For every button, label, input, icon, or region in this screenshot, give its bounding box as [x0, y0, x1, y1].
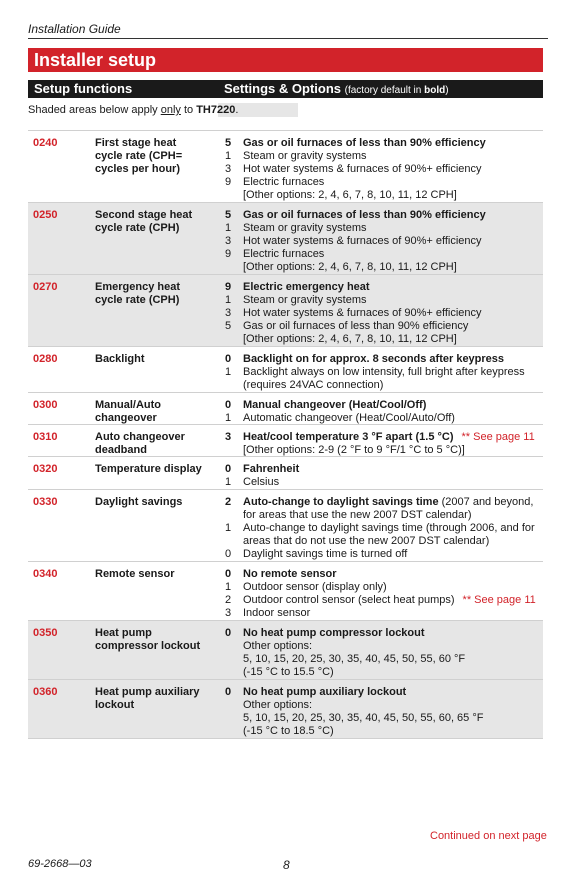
option-number: 2 [224, 594, 232, 606]
option-text-main: 5, 10, 15, 20, 25, 30, 35, 40, 45, 50, 55, 60, 65 °F [243, 712, 484, 724]
function-code: 0350 [33, 627, 58, 639]
option-text-main: Backlight always on low intensity, full bright after keypress (requires 24VAC connection) [243, 366, 525, 391]
option-text-main: Manual changeover (Heat/Cool/Off) [243, 399, 427, 411]
options-list [222, 463, 539, 489]
option-text [243, 209, 539, 222]
option-number: 1 [224, 476, 232, 488]
option-item [222, 496, 539, 522]
option-text [243, 712, 539, 725]
option-number: 0 [224, 463, 232, 475]
option-text-main: Outdoor sensor (display only) [243, 581, 387, 593]
header-setup-functions: Setup functions [34, 81, 133, 96]
shaded-note [28, 103, 298, 117]
function-label: Heat pump auxiliary lockout [95, 686, 200, 711]
option-text [243, 261, 539, 274]
option-number: 5 [224, 137, 232, 149]
options-list [222, 431, 539, 457]
options-list [222, 399, 539, 425]
option-item [222, 627, 539, 640]
option-text [243, 294, 539, 307]
options-list [222, 281, 539, 346]
option-item [222, 176, 539, 189]
option-text [243, 607, 539, 620]
option-text [243, 163, 539, 176]
page-reference: ** See page 11 [461, 431, 535, 443]
function-label: Backlight [95, 353, 145, 365]
option-item [222, 607, 539, 620]
option-text [243, 568, 539, 581]
option-text [243, 248, 539, 261]
option-text [243, 686, 539, 699]
option-text [243, 235, 539, 248]
table-row [28, 424, 543, 456]
function-label: Manual/Auto changeover [95, 399, 161, 424]
note-text: Shaded areas below apply [28, 104, 161, 116]
option-text-main: Automatic changeover (Heat/Cool/Auto/Off) [243, 412, 455, 424]
option-text-main: (-15 °C to 18.5 °C) [243, 725, 334, 737]
option-text [243, 496, 539, 522]
table-row [28, 620, 543, 679]
table-header [28, 80, 543, 98]
option-number: 3 [224, 431, 232, 443]
option-item [222, 189, 539, 202]
table-row [28, 392, 543, 424]
option-text-main: Hot water systems & furnaces of 90%+ efficiency [243, 235, 482, 247]
option-text-main: Auto-change to daylight savings time (through 2006, and for areas that do not use the new 2007 DST calendar) [243, 522, 535, 547]
option-number: 1 [224, 366, 232, 378]
function-code: 0320 [33, 463, 58, 475]
option-item [222, 463, 539, 476]
option-text-main: Celsius [243, 476, 280, 488]
option-text-main: Electric furnaces [243, 248, 325, 260]
option-item [222, 581, 539, 594]
option-item [222, 399, 539, 412]
function-code: 0240 [33, 137, 58, 149]
option-item [222, 686, 539, 699]
option-item [222, 548, 539, 561]
option-number: 1 [224, 294, 232, 306]
option-item [222, 137, 539, 150]
option-text-main: Indoor sensor [243, 607, 311, 619]
table-row [28, 561, 543, 620]
header-sub-text: (factory default in [344, 85, 425, 96]
option-text-main: Gas or oil furnaces of less than 90% efficiency [243, 320, 469, 332]
header-sub-end: ) [445, 85, 449, 96]
option-text [243, 522, 539, 548]
options-list [222, 627, 539, 679]
options-list [222, 209, 539, 274]
option-item [222, 640, 539, 653]
guide-title: Installation Guide [28, 22, 548, 39]
function-label: Emergency heat cycle rate (CPH) [95, 281, 180, 306]
option-text-main: [Other options: 2, 4, 6, 7, 8, 10, 11, 12 CPH] [243, 261, 457, 273]
function-label: Temperature display [95, 463, 202, 475]
option-text-main: Fahrenheit [243, 463, 300, 475]
note-underline: only [160, 104, 181, 116]
function-label: Heat pump compressor lockout [95, 627, 201, 652]
options-list [222, 137, 539, 202]
option-item [222, 163, 539, 176]
option-number: 1 [224, 581, 232, 593]
option-text-main: Auto-change to daylight savings time [243, 496, 439, 508]
option-text-main: [Other options: 2, 4, 6, 7, 8, 10, 11, 12 CPH] [243, 189, 457, 201]
table-row [28, 346, 543, 392]
table-row [28, 130, 543, 202]
option-text-main: Heat/cool temperature 3 °F apart (1.5 °C) [243, 431, 454, 443]
option-text [243, 594, 539, 607]
option-number: 0 [224, 399, 232, 411]
option-text-main: Steam or gravity systems [243, 294, 367, 306]
function-code: 0310 [33, 431, 58, 443]
option-text [243, 366, 539, 392]
option-number: 0 [224, 568, 232, 580]
option-item [222, 150, 539, 163]
option-number: 3 [224, 607, 232, 619]
option-text [243, 222, 539, 235]
option-text-main: Other options: [243, 640, 313, 652]
option-text [243, 399, 539, 412]
option-item [222, 307, 539, 320]
option-text-main: No remote sensor [243, 568, 337, 580]
options-list [222, 568, 539, 620]
option-number: 5 [224, 320, 232, 332]
option-item [222, 294, 539, 307]
table-row [28, 489, 543, 561]
option-number: 0 [224, 686, 232, 698]
option-text-main: [Other options: 2-9 (2 °F to 9 °F/1 °C to 5 °C)] [243, 444, 465, 456]
page-number: 8 [283, 858, 290, 872]
header-settings-options [224, 80, 449, 100]
option-text-main: Steam or gravity systems [243, 222, 367, 234]
option-number: 1 [224, 150, 232, 162]
option-text-rest: (2007 and beyond, for areas that use the new 2007 DST calendar) [243, 496, 534, 521]
option-item [222, 725, 539, 738]
header-settings-sub [345, 85, 449, 96]
option-text-main: No heat pump compressor lockout [243, 627, 425, 639]
function-code: 0300 [33, 399, 58, 411]
option-text-main: Gas or oil furnaces of less than 90% efficiency [243, 137, 486, 149]
table-row [28, 456, 543, 489]
option-text [243, 353, 539, 366]
option-text [243, 581, 539, 594]
section-title: Installer setup [28, 48, 543, 72]
option-number: 1 [224, 412, 232, 424]
function-label: Second stage heat cycle rate (CPH) [95, 209, 193, 234]
option-text [243, 176, 539, 189]
header-settings-label: Settings & Options [224, 81, 341, 96]
page-reference: ** See page 11 [462, 594, 536, 606]
option-number: 3 [224, 235, 232, 247]
option-item [222, 366, 539, 392]
option-number: 1 [224, 522, 232, 534]
option-number: 9 [224, 176, 232, 188]
table-end-line [28, 738, 543, 739]
option-item [222, 261, 539, 274]
option-number: 3 [224, 307, 232, 319]
option-number: 5 [224, 209, 232, 221]
function-code: 0360 [33, 686, 58, 698]
option-text [243, 281, 539, 294]
option-item [222, 476, 539, 489]
option-text-main: Other options: [243, 699, 313, 711]
option-item [222, 248, 539, 261]
function-code: 0280 [33, 353, 58, 365]
note-model: TH7220 [196, 104, 236, 116]
option-text [243, 627, 539, 640]
option-text-main: No heat pump auxiliary lockout [243, 686, 407, 698]
function-code: 0270 [33, 281, 58, 293]
option-number: 9 [224, 281, 232, 293]
option-number: 3 [224, 163, 232, 175]
function-code: 0340 [33, 568, 58, 580]
option-item [222, 568, 539, 581]
option-item [222, 522, 539, 548]
table-row [28, 679, 543, 738]
options-list [222, 353, 539, 392]
table-row [28, 274, 543, 346]
option-text [243, 189, 539, 202]
option-text [243, 137, 539, 150]
option-number: 0 [224, 548, 232, 560]
option-text-main: Hot water systems & furnaces of 90%+ efficiency [243, 307, 482, 319]
option-item [222, 209, 539, 222]
option-item [222, 699, 539, 712]
option-text [243, 333, 539, 346]
note-mid: to [180, 104, 197, 116]
option-item [222, 431, 539, 444]
option-text-main: Hot water systems & furnaces of 90%+ efficiency [243, 163, 482, 175]
option-item [222, 222, 539, 235]
option-text [243, 666, 539, 679]
option-number: 9 [224, 248, 232, 260]
option-text [243, 150, 539, 163]
option-item [222, 235, 539, 248]
option-text [243, 699, 539, 712]
function-label: Auto changeover deadband [95, 431, 185, 456]
option-text [243, 307, 539, 320]
option-text-main: (-15 °C to 15.5 °C) [243, 666, 334, 678]
option-text-main: Daylight savings time is turned off [243, 548, 408, 560]
option-text [243, 548, 539, 561]
option-text [243, 463, 539, 476]
option-text [243, 653, 539, 666]
option-text-main: [Other options: 2, 4, 6, 7, 8, 10, 11, 12 CPH] [243, 333, 457, 345]
option-text [243, 431, 539, 444]
continued-note: Continued on next page [430, 830, 547, 842]
options-list [222, 496, 539, 561]
options-list [222, 686, 539, 738]
function-code: 0330 [33, 496, 58, 508]
option-number: 1 [224, 222, 232, 234]
option-item [222, 320, 539, 333]
option-text [243, 320, 539, 333]
option-text [243, 476, 539, 489]
option-text-main: 5, 10, 15, 20, 25, 30, 35, 40, 45, 50, 55, 60 °F [243, 653, 466, 665]
option-item [222, 281, 539, 294]
doc-number: 69-2668—03 [28, 858, 92, 870]
option-item [222, 666, 539, 679]
option-text [243, 640, 539, 653]
option-number: 0 [224, 627, 232, 639]
option-text-main: Outdoor control sensor (select heat pumps) [243, 594, 455, 606]
option-text-main: Electric emergency heat [243, 281, 370, 293]
option-item [222, 333, 539, 346]
option-text [243, 725, 539, 738]
setup-table [28, 130, 543, 739]
option-number: 2 [224, 496, 232, 508]
function-label: Remote sensor [95, 568, 175, 580]
option-text-main: Gas or oil furnaces of less than 90% efficiency [243, 209, 486, 221]
option-item [222, 353, 539, 366]
option-item [222, 594, 539, 607]
function-label: First stage heat cycle rate (CPH= cycles per hour) [95, 137, 183, 175]
option-text-main: Electric furnaces [243, 176, 325, 188]
option-text-main: Backlight on for approx. 8 seconds after keypress [243, 353, 505, 365]
header-sub-bold: bold [424, 85, 446, 96]
note-end: . [235, 104, 239, 116]
option-item [222, 653, 539, 666]
option-item [222, 712, 539, 725]
function-label: Daylight savings [95, 496, 183, 508]
table-row [28, 202, 543, 274]
option-number: 0 [224, 353, 232, 365]
option-text-main: Steam or gravity systems [243, 150, 367, 162]
function-code: 0250 [33, 209, 58, 221]
